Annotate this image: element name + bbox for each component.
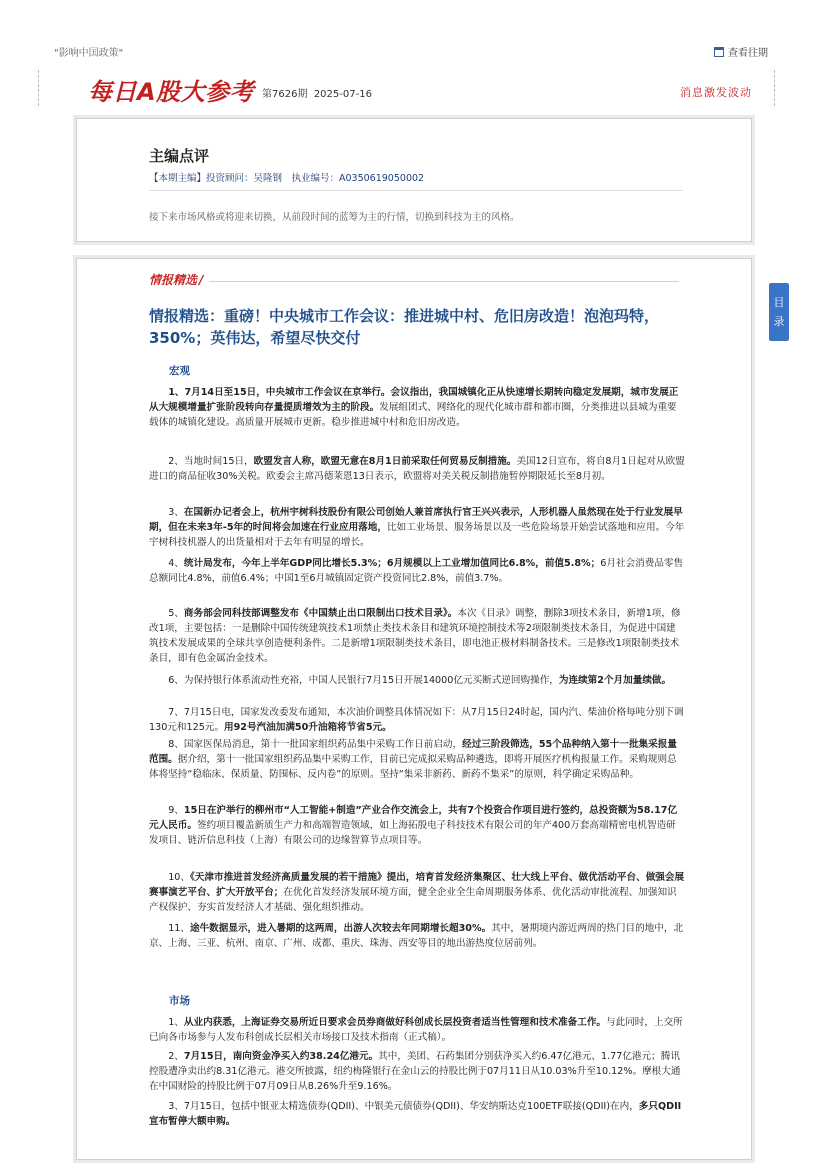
toc-tab[interactable]: 目录 — [769, 283, 789, 341]
editor-panel — [76, 118, 752, 242]
history-link-label: 查看往期 — [728, 48, 768, 59]
macro-item-body: 比如工业场景、服务场景以及一些危险场景开始尝试落地和应用。今年宇树科技机器人的出货量相对于去年有明显的增长。 — [149, 522, 685, 549]
market-item-lead: 2、 — [168, 1051, 184, 1062]
section-tag — [149, 271, 679, 291]
editor-title: 主编点评 — [149, 147, 210, 165]
macro-item-highlight: 用92号汽油加满50升油箱将节省5元。 — [224, 722, 392, 734]
macro-item-body: 本次《目录》调整，删除3项技术条目，新增1项，修改1项，主要包括：一是删除中国传统建筑技术1项禁止类技术条目和建筑环境控制技术等2项限制类技术条目，为促进中国建筑技术发展成果的全球共享创造便利条件。二是新增1项限制类技术条目，即电池正极材料制备技术。三是修改1项限制类技术条目，即有色金属冶金技术。 — [149, 608, 681, 665]
market-item-highlight: 多只QDII宣布暂停大额申购。 — [149, 1101, 682, 1128]
macro-item-highlight: 商务部会同科技部调整发布《中国禁止出口限制出口技术目录》。 — [183, 608, 458, 619]
macro-item — [149, 556, 685, 586]
market-item-body: 与此同时，上交所已向各市场参与人发布科创成长层相关市场接口及技术指南（正式稿）。 — [149, 1017, 683, 1044]
macro-item-highlight: 欧盟发言人称，欧盟无意在8月1日前采取任何贸易反制措施。 — [253, 456, 517, 467]
macro-item — [149, 505, 685, 550]
market-item — [149, 1049, 685, 1094]
intel-panel — [76, 258, 752, 1160]
macro-item-body: 在优化首发经济发展环境方面，健全企业全生命周期服务体系、优化活动审批流程、加强知识产权保护、夯实首发经济人才基础、强化组织推动。 — [149, 887, 677, 914]
macro-item — [149, 803, 685, 848]
editor-meta: 【本期主编】投资顾问：吴隆钢 执业编号：A0350619050002 — [149, 173, 425, 184]
macro-item-lead: 3、 — [168, 507, 184, 518]
macro-item-highlight: 为连续第2个月加量续做。 — [558, 675, 672, 686]
issue-meta — [262, 85, 372, 100]
divider — [149, 190, 683, 191]
macro-item-body: 6月社会消费品零售总额同比4.8%，前值6.4%；中国1至6月城镇固定资产投资同比2.8%，前值3.7%。 — [149, 558, 684, 585]
macro-item-highlight: 1、7月14日至15日，中央城市工作会议在京举行。会议指出，我国城镇化正从快速增长期转向稳定发展期，城市发展正从大规模增量扩张阶段转向存量提质增效为主的阶段。 — [149, 387, 679, 414]
market-item-highlight: 7月15日，南向资金净买入约38.24亿港元。 — [183, 1051, 379, 1062]
macro-item-lead: 10、 — [168, 872, 190, 883]
article-title: 情报精选：重磅！中央城市工作会议：推进城中村、危旧房改造！泡泡玛特，350%；英伟达，希望尽快交付 — [149, 307, 660, 347]
macro-item-lead: 7、7月15日电，国家发改委发布通知，本次油价调整具体情况如下：从7月15日24时起，国内汽、柴油价格每吨分别下调130元和125元。 — [149, 707, 684, 734]
market-item-lead: 1、 — [168, 1017, 184, 1028]
market-item — [149, 1015, 685, 1045]
macro-item-highlight: 途牛数据显示，进入暑期的这两周，出游人次较去年同期增长超30%。 — [190, 923, 492, 934]
slogan: 消息激发波动 — [680, 86, 752, 99]
macro-item-lead: 11、 — [168, 923, 190, 934]
macro-item — [149, 606, 685, 666]
macro-item — [149, 385, 685, 430]
market-item — [149, 1099, 685, 1129]
editor-comment: 接下来市场风格或将迎来切换，从前段时间的蓝筹为主的行情，切换到科技为主的风格。 — [149, 212, 520, 223]
macro-item-lead: 9、 — [168, 805, 184, 816]
tagline: "影响中国政策" — [54, 48, 124, 59]
macro-item-body: 发展组团式、网络化的现代化城市群和都市圈，分类推进以县城为重要载体的城镇化建设。高质量开展城市更新。稳步推进城中村和危旧房改造。 — [149, 402, 677, 429]
calendar-icon — [714, 47, 724, 57]
market-item-lead: 3、7月15日，包括中银亚太精选债券(QDII)、中银美元债债券(QDII)、华安纳斯达克100ETF联接(QDII)在内， — [168, 1101, 639, 1112]
macro-item-highlight: 在国新办记者会上，杭州宇树科技股份有限公司创始人兼首席执行官王兴兴表示，人形机器人虽然现在处于行业发展早期，但在未来3年-5年的时间将会加速在行业应用落地， — [149, 507, 683, 534]
macro-item-lead: 5、 — [168, 608, 184, 619]
market-label: 市场 — [169, 995, 190, 1007]
market-item-highlight: 从业内获悉，上海证券交易所近日要求会员券商做好科创成长层投资者适当性管理和技术准备工作。 — [183, 1017, 607, 1028]
macro-label: 宏观 — [169, 365, 190, 377]
brand-logo: 每日A股大参考 — [88, 78, 255, 106]
macro-item-body: 据介绍，第十一批国家组织药品集中采购工作，目前已完成拟采购品种遴选，即将开展医疗机构报量工作。采购规则总体将坚持“稳临床、保质量、防围标、反内卷”的原则。坚持“集采非新药、新药不集采”的原则，科学确定采购品种。 — [149, 754, 677, 781]
issue-number: 第7626期 — [262, 89, 308, 100]
issue-date: 2025-07-16 — [313, 89, 372, 100]
macro-item-lead: 8、国家医保局消息，第十一批国家组织药品集中采购工作日前启动， — [168, 739, 463, 750]
macro-item-body: 其中，暑期境内游近两周的热门目的地中，北京、上海、三亚、杭州、南京、广州、成都、重庆、珠海、西安等目的地出游热度位居前列。 — [149, 923, 684, 950]
macro-item — [149, 737, 685, 782]
market-item-body: 其中，美团、石药集团分别获净买入约6.47亿港元、1.77亿港元；腾讯控股遭净卖出约8.31亿港元。港交所披露，纽约梅隆银行在金山云的持股比例于07月11日从10.03%升至10.12%。摩根大通在中国财险的持股比例于07月09日从8.26%升至9.16%。 — [149, 1051, 681, 1093]
macro-item — [149, 454, 685, 484]
macro-item-lead: 4、 — [168, 558, 184, 569]
macro-item-body: 美国12日宣布，将自8月1日起对从欧盟进口的商品征收30%关税。欧委会主席冯德莱恩13日表示，欧盟将对美关税反制措施暂停期限延长至8月初。 — [149, 456, 685, 483]
macro-item-highlight: 《天津市推进首发经济高质量发展的若干措施》提出，培育首发经济集聚区、壮大线上平台、做优活动平台、做强会展赛事演艺平台、扩大开放平台； — [149, 872, 685, 899]
section-tag-rule — [149, 281, 679, 282]
section-tag-label: 情报精选 / — [149, 271, 209, 288]
macro-item — [149, 870, 685, 915]
macro-item-highlight: 统计局发布，今年上半年GDP同比增长5.3%；6月规模以上工业增加值同比6.8%，前值5.8%； — [183, 558, 601, 569]
macro-item-lead: 6、为保持银行体系流动性充裕，中国人民银行7月15日开展14000亿元买断式逆回购操作， — [168, 675, 559, 686]
macro-item-highlight: 15日在沪举行的柳州市“人工智能+制造”产业合作交流会上，共有7个投资合作项目进行签约，总投资额为58.17亿元人民币。 — [149, 805, 678, 832]
macro-item — [149, 673, 685, 688]
history-link[interactable] — [714, 44, 768, 59]
macro-item-highlight: 经过三阶段筛选，55个品种纳入第十一批集采报量范围。 — [149, 739, 677, 766]
macro-item-body: 签约项目覆盖新质生产力和高端智造领域，如上海拓殷电子科技技术有限公司的年产400万套高端精密电机智造研发项目、链沂信息科技（上海）有限公司的边缘智算节点项目等。 — [149, 820, 676, 847]
macro-item — [149, 921, 685, 951]
macro-item-lead: 2、当地时间15日， — [168, 456, 254, 467]
macro-item — [149, 705, 685, 735]
